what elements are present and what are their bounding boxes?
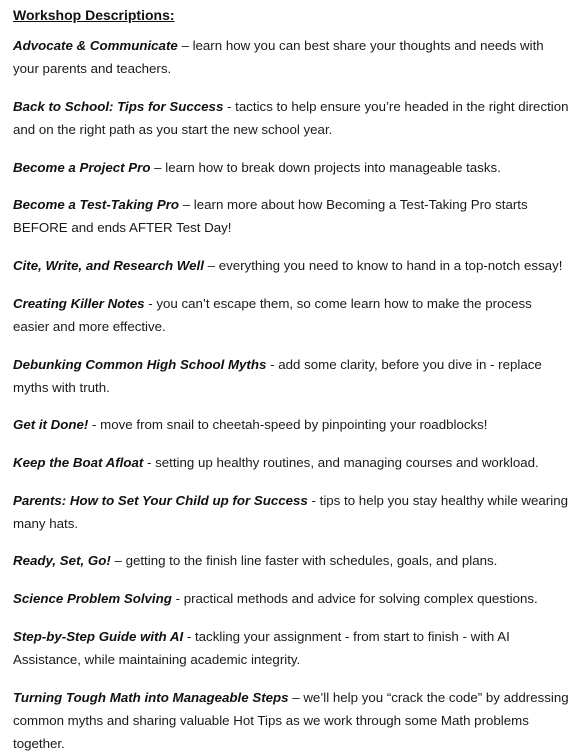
workshop-title: Keep the Boat Afloat xyxy=(13,454,144,470)
workshop-title: Advocate & Communicate xyxy=(13,38,178,53)
workshop-item-get-it-done xyxy=(13,413,571,436)
workshop-item-cite-write-research xyxy=(13,254,571,277)
workshop-title: Step-by-Step Guide with AI xyxy=(13,628,184,644)
workshop-description: – everything you need to know to hand in a top-notch essay! xyxy=(203,258,563,274)
workshop-item-test-taking-pro xyxy=(13,193,571,239)
workshop-description: - you can’t escape them, so come learn how to make the process easier and more effective. xyxy=(13,295,532,334)
workshop-title: Turning Tough Math into Manageable Steps xyxy=(13,689,289,705)
workshop-description: - move from snail to cheetah-speed by pinpointing your roadblocks! xyxy=(88,417,488,433)
workshop-title: Back to School: Tips for Success xyxy=(13,98,224,114)
workshop-title: Become a Test-Taking Pro xyxy=(13,197,180,213)
workshop-item-high-school-myths xyxy=(13,353,571,399)
workshop-item-project-pro xyxy=(13,156,571,179)
workshop-title: Science Problem Solving xyxy=(13,591,172,607)
workshop-title: Become a Project Pro xyxy=(13,159,151,175)
workshop-title: Ready, Set, Go! xyxy=(13,553,111,569)
workshop-description: – getting to the finish line faster with schedules, goals, and plans. xyxy=(110,553,498,569)
workshop-title: Parents: How to Set Your Child up for Success xyxy=(13,492,308,508)
workshop-description: - tips to help you stay healthy while wearing many hats. xyxy=(13,492,568,531)
workshop-description: – learn how to break down projects into manageable tasks. xyxy=(150,159,501,175)
workshop-item-back-to-school xyxy=(13,95,571,141)
workshop-description: - practical methods and advice for solving complex questions. xyxy=(171,591,538,607)
workshop-item-science-problem-solving xyxy=(13,587,571,610)
workshop-description: – learn how you can best share your thoughts and needs with your parents and teachers. xyxy=(13,38,544,77)
workshop-item-boat-afloat xyxy=(13,451,571,474)
workshop-title: Creating Killer Notes xyxy=(13,295,145,311)
workshop-description: – we’ll help you “crack the code” by addressing common myths and sharing valuable Hot Tips as we work through some Math problems together. xyxy=(13,689,569,751)
workshop-title: Cite, Write, and Research Well xyxy=(13,258,204,274)
workshop-list xyxy=(13,34,571,755)
workshop-description: - tackling your assignment - from start to finish - with AI Assistance, while maintaining academic integrity. xyxy=(13,628,510,667)
workshop-item-tough-math xyxy=(13,686,571,755)
workshop-description: - tactics to help ensure you’re headed in the right direction and on the right path as you start the new school year. xyxy=(13,98,569,137)
workshop-item-ready-set-go xyxy=(13,549,571,572)
workshop-description: - add some clarity, before you dive in - replace myths with truth. xyxy=(13,356,542,395)
workshop-item-guide-with-ai xyxy=(13,625,571,671)
workshop-description: – learn more about how Becoming a Test-Taking Pro starts BEFORE and ends AFTER Test Day! xyxy=(13,197,528,236)
workshop-title: Get it Done! xyxy=(13,417,89,433)
workshop-item-parents-success xyxy=(13,489,571,535)
workshop-title: Debunking Common High School Myths xyxy=(13,356,267,372)
page-heading: Workshop Descriptions: xyxy=(13,7,175,23)
workshop-item-advocate-communicate xyxy=(13,34,571,80)
workshop-description: - setting up healthy routines, and managing courses and workload. xyxy=(143,454,539,470)
workshop-item-killer-notes xyxy=(13,292,571,338)
